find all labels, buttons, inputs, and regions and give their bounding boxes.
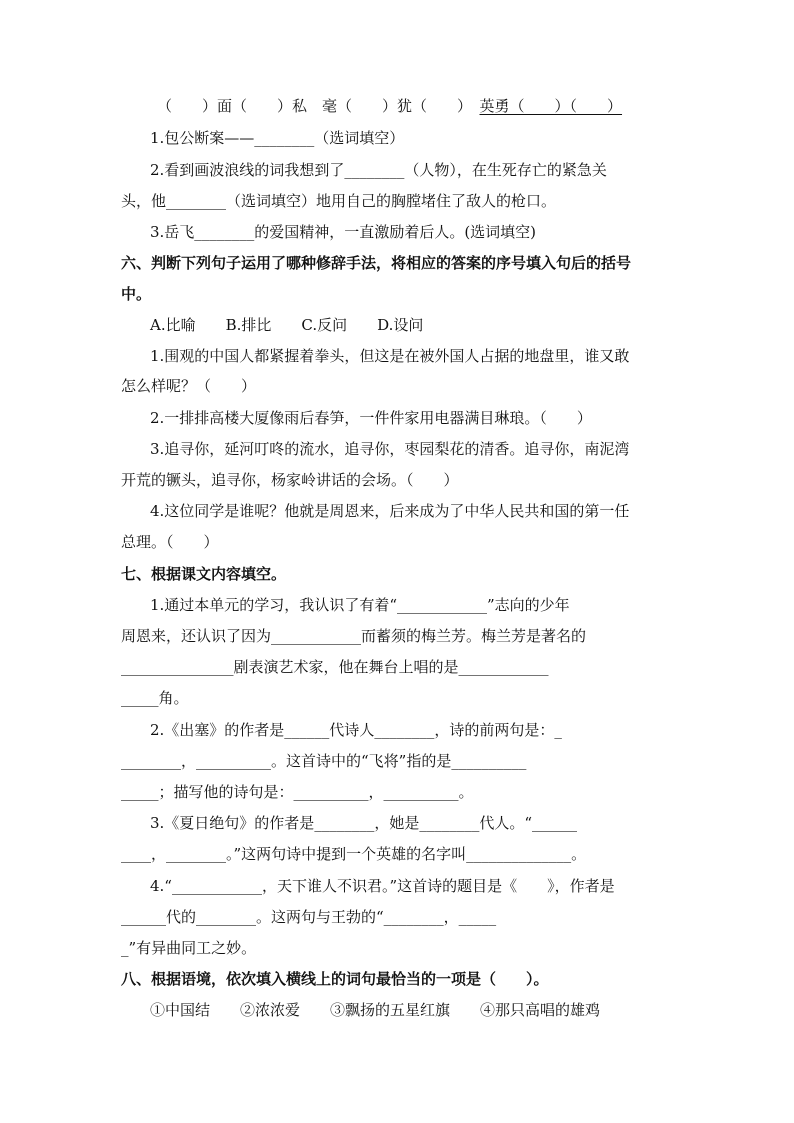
s6-question-3-line-2: 开荒的镢头，追寻你，杨家岭讲话的会场。（ ） bbox=[121, 471, 459, 489]
s8-options: ①中国结 ②浓浓爱 ③飘扬的五星红旗 ④那只高唱的雄鸡 bbox=[150, 1001, 601, 1019]
s5-question-1: 1.包公断案——________（选词填空） bbox=[150, 129, 405, 147]
section-6-title-line-2: 中。 bbox=[121, 285, 152, 303]
s7-question-2-line-3: _____；描写他的诗句是：__________，__________。 bbox=[121, 783, 474, 801]
s6-question-4-line-1: 4.这位同学是谁呢？他就是周恩来，后来成为了中华人民共和国的第一任 bbox=[150, 502, 630, 520]
s7-question-2-line-2: ________，__________。这首诗中的“飞将”指的是__________ bbox=[121, 752, 527, 770]
s7-question-1-line-1: 1.通过本单元的学习，我认识了有着“____________”志向的少年 bbox=[150, 596, 570, 614]
idiom-fill-line bbox=[157, 96, 622, 116]
s7-question-1-line-2: 周恩来，还认识了因为____________而蓄须的梅兰芳。梅兰芳是著名的 bbox=[121, 627, 587, 645]
s5-question-2-line-1: 2.看到画波浪线的词我想到了________（人物），在生死存亡的紧急关 bbox=[150, 161, 607, 179]
s5-question-2-line-2: 头，他________（选词填空）地用自己的胸膛堵住了敌人的枪口。 bbox=[121, 192, 557, 210]
s7-question-4-line-2: ______代的________。这两句与王勃的“________，_____ bbox=[121, 908, 497, 926]
s6-question-1-line-2: 怎么样呢？（ ） bbox=[121, 377, 257, 395]
s5-question-3: 3.岳飞________的爱国精神，一直激励着后人。(选词填空) bbox=[150, 223, 537, 241]
s6-question-2: 2.一排排高楼大厦像雨后春笋，一件件家用电器满目琳琅。（ ） bbox=[150, 409, 592, 427]
s7-question-3-line-2: ____，________。”这两句诗中提到一个英雄的名字叫______________。 bbox=[121, 845, 587, 863]
s6-question-4-line-2: 总理。（ ） bbox=[121, 533, 219, 551]
s7-question-4-line-3: _”有异曲同工之妙。 bbox=[121, 939, 257, 957]
s6-question-3-line-1: 3.追寻你，延河叮咚的流水，追寻你，枣园梨花的清香。追寻你，南泥湾 bbox=[150, 440, 630, 458]
section-6-title-line-1: 六、判断下列句子运用了哪种修辞手法，将相应的答案的序号填入句后的括号 bbox=[121, 254, 632, 272]
s7-question-1-line-4: _____角。 bbox=[121, 689, 189, 707]
s7-question-1-line-3: _______________剧表演艺术家，他在舞台上唱的是____________ bbox=[121, 658, 549, 676]
section-7-title: 七、根据课文内容填空。 bbox=[121, 565, 287, 583]
s7-question-3-line-1: 3.《夏日绝句》的作者是________，她是________代人。“______ bbox=[150, 814, 577, 832]
s7-question-4-line-1: 4.“____________，天下谁人不识君。”这首诗的题目是《 》，作者是 bbox=[150, 877, 615, 895]
idiom-blanks: （ ）面（ ）私 毫（ ）犹（ ） bbox=[157, 97, 480, 115]
idiom-underlined: 英勇（ ）（ ） bbox=[479, 97, 623, 115]
s6-question-1-line-1: 1.围观的中国人都紧握着拳头，但这是在被外国人占据的地盘里，谁又敢 bbox=[150, 347, 630, 365]
s7-question-2-line-1: 2.《出塞》的作者是______代诗人________，诗的前两句是：_ bbox=[150, 721, 562, 739]
section-8-title: 八、根据语境，依次填入横线上的词句最恰当的一项是（ ）。 bbox=[121, 970, 549, 988]
s6-options: A.比喻 B.排比 C.反问 D.设问 bbox=[150, 316, 424, 334]
